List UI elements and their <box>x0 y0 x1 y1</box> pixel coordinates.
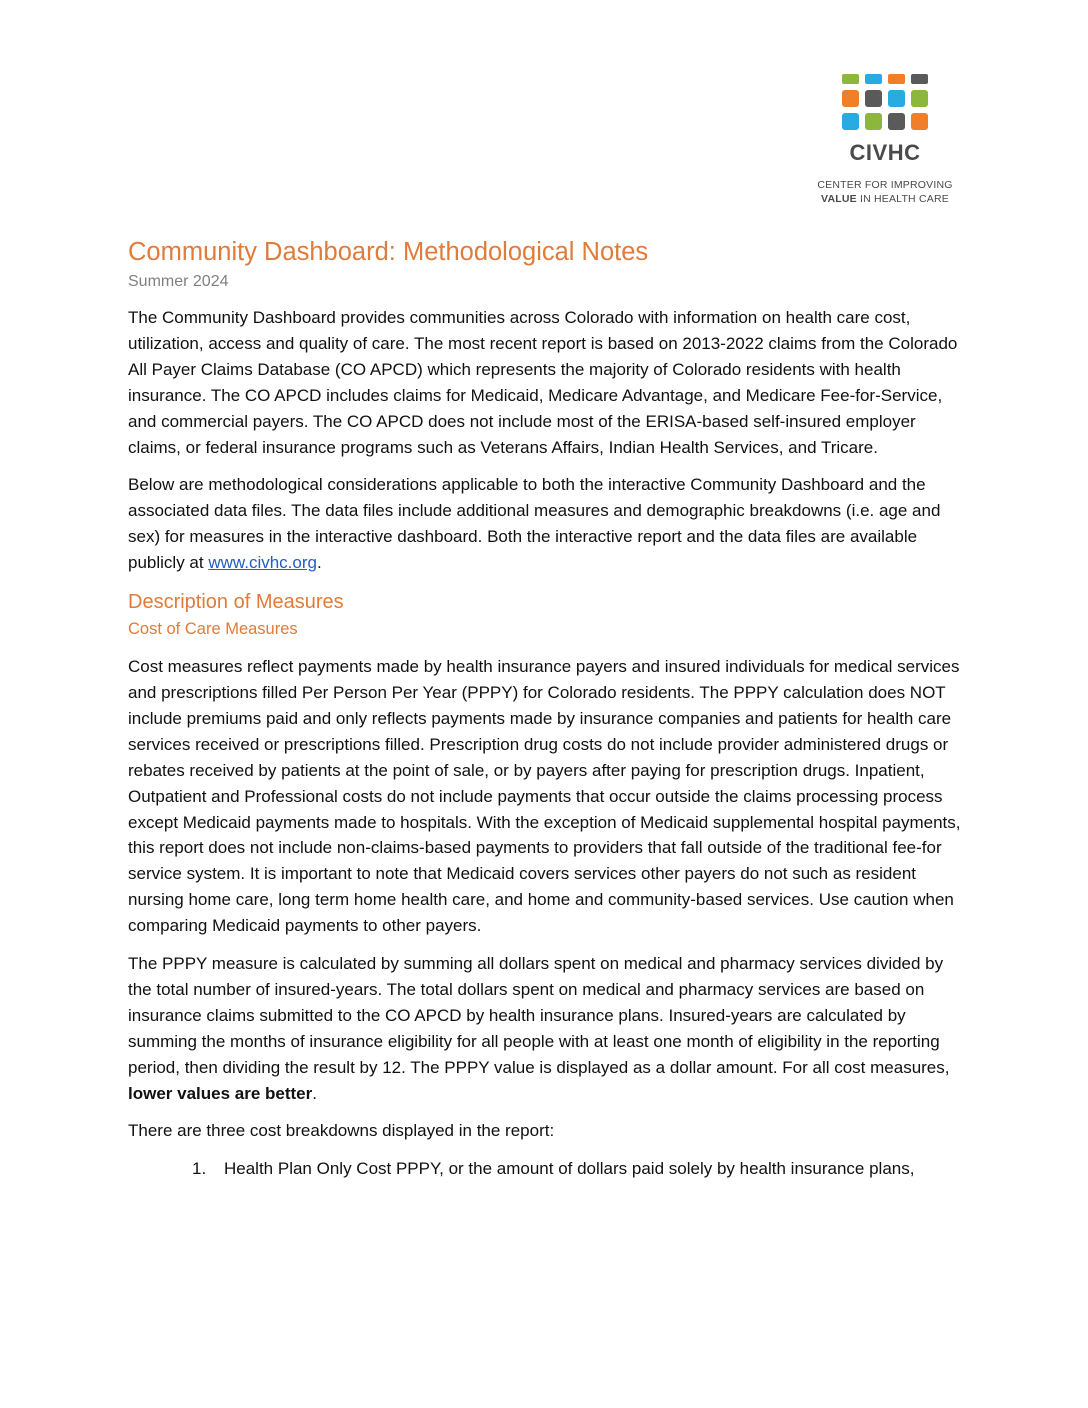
intro-paragraph-1: The Community Dashboard provides communities across Colorado with information on health care cost, utilization, access and quality of care. The most recent report is based on 2013-2022 claims from the Colorado All Payer Claims Database (CO APCD) which represents the majority of Colorado residents with health insurance. The CO APCD includes claims for Medicaid, Medicare Advantage, and Medicare Fee-for-Service, and commercial payers. The CO APCD does not include most of the ERISA-based self-insured employer claims, or federal insurance programs such as Veterans Affairs, Indian Health Services, and Tricare. <box>128 308 958 457</box>
list-item <box>128 1156 968 1182</box>
list-item-number: 1. <box>192 1159 207 1179</box>
cost-paragraph-1: Cost measures reflect payments made by health insurance payers and insured individuals for medical services and prescriptions filled Per Person Per Year (PPPY) for Colorado residents. The PPPY calculation does NOT include premiums paid and only reflects payments made by insurance companies and patients for health care services received or prescriptions filled. Prescription drug costs do not include provider administered drugs or rebates received by patients at the point of sale, or by payers after paying for prescription drugs. Inpatient, Outpatient and Professional costs do not include payments that occur outside the claims processing process except Medicaid payments made to hospitals. With the exception of Medicaid supplemental hospital payments, this report does not include non-claims-based payments to providers that fall outside of the traditional fee-for service system. It is important to note that Medicaid covers services other payers do not such as resident nursing home care, long term home health care, and home and community-based services. Use caution when comparing Medicaid payments to other payers. <box>128 657 961 936</box>
civhc-website-link[interactable]: www.civhc.org <box>208 553 317 573</box>
cost-paragraph-2 <box>128 951 968 1106</box>
page-title: Community Dashboard: Methodological Notes <box>128 238 649 266</box>
cost-paragraph-2-bold: lower values are better <box>128 1083 313 1103</box>
intro-paragraph-2-end: . <box>316 553 322 573</box>
section-heading: Description of Measures <box>128 591 344 614</box>
logo-wordmark: CIVHC <box>849 140 921 165</box>
logo-tagline-line1: CENTER FOR IMPROVING <box>817 179 953 191</box>
intro-paragraph-2-text: Below are methodological considerations applicable to both the interactive Community Dashboard and the associated data files. The data files include additional measures and demographic breakdowns (i.e. age and sex) for measures in the interactive dashboard. Both the interactive report and the data files are available publicly at <box>128 475 941 573</box>
document-body <box>128 236 968 1182</box>
logo-tagline-bold: VALUE <box>821 193 857 205</box>
cost-paragraph-3: There are three cost breakdowns displayed in the report: <box>128 1121 555 1141</box>
subsection-heading: Cost of Care Measures <box>128 620 298 639</box>
logo-mark-icon <box>842 74 928 136</box>
cost-breakdown-list <box>128 1156 968 1182</box>
cost-paragraph-2-text: The PPPY measure is calculated by summing all dollars spent on medical and pharmacy services divided by the total number of insured-years. The total dollars spent on medical and pharmacy services are based on insurance claims submitted to the CO APCD by health insurance plans. Insured-years are calculated by summing the months of insurance eligibility for all people with at least one month of eligibility in the reporting period, then dividing the result by 12. The PPPY value is displayed as a dollar amount. For all cost measures, <box>128 954 950 1077</box>
logo-tagline-rest: IN HEALTH CARE <box>856 193 949 205</box>
cost-paragraph-2-end: . <box>312 1083 317 1103</box>
logo-tagline <box>814 178 956 206</box>
intro-paragraph-2 <box>128 472 968 576</box>
logo-tagline-line2 <box>814 192 956 206</box>
list-item-text: Health Plan Only Cost PPPY, or the amount of dollars paid solely by health insurance plans, <box>224 1159 915 1179</box>
page-subtitle: Summer 2024 <box>128 273 229 290</box>
